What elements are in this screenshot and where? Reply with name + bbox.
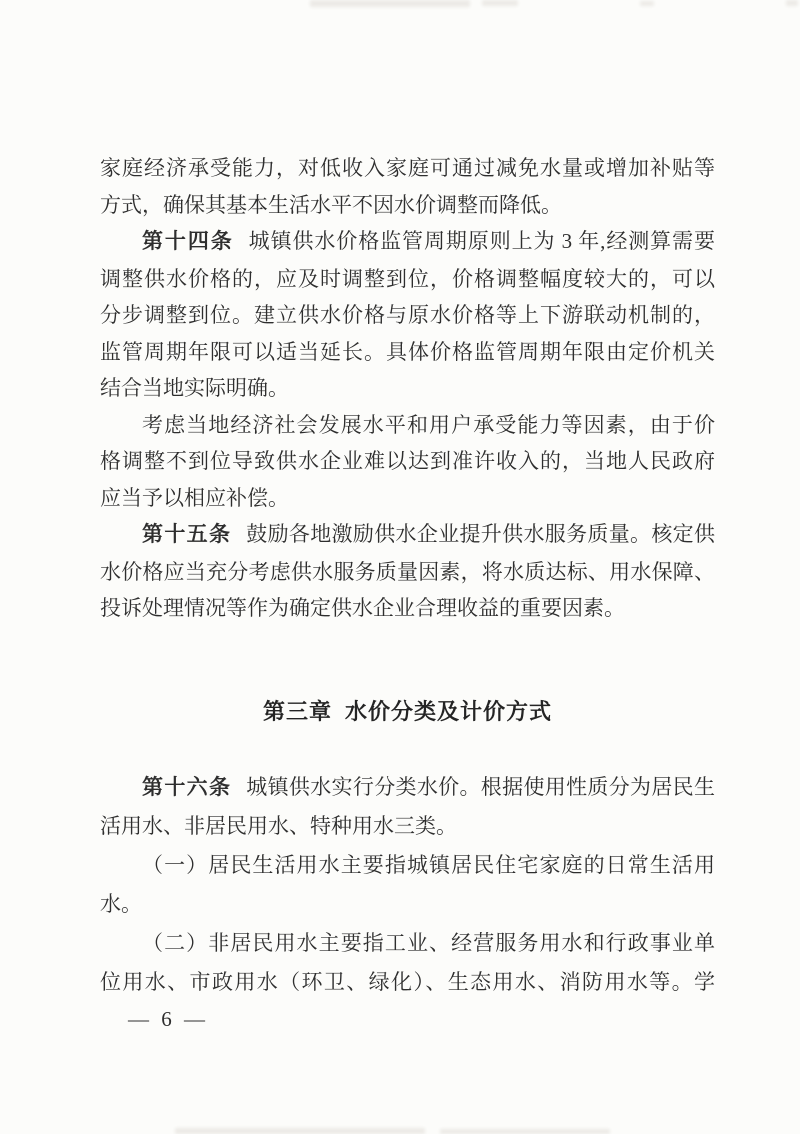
text-line [100,924,715,963]
text-segment: 方式，确保其基本生活水平不因水价调整而降低。 [100,192,562,217]
text-line [100,768,715,807]
text-segment: 监管周期年限可以适当延长。具体价格监管周期年限由定价机关 [100,339,715,364]
text-segment: （二）非居民用水主要指工业、经营服务用水和行政事业单 [142,930,715,955]
text-line [100,443,715,480]
chapter-heading: 第三章 水价分类及计价方式 [262,698,553,724]
paragraph [100,150,715,223]
text-line [100,807,715,846]
text-segment: 考虑当地经济社会发展水平和用户承受能力等因素，由于价 [142,412,715,437]
text-line [100,590,715,627]
text-segment: 分步调整到位。建立供水价格与原水价格等上下游联动机制的， [100,303,715,327]
article-number: 第十四条 [142,230,234,253]
text-segment: 位用水、市政用水（环卫、绿化）、生态用水、消防用水等。学 [100,969,715,994]
document-body [100,150,715,1002]
paragraph [100,768,715,846]
text-segment: 水。 [100,891,142,916]
scan-artifact [440,1129,610,1134]
scan-artifact [640,1,654,6]
article-number: 第十六条 [142,775,232,799]
text-line [100,370,715,407]
scan-artifact [310,0,470,7]
text-segment: 调整供水价格的，应及时调整到位，价格调整幅度较大的，可以 [100,266,715,291]
paragraph [100,407,715,517]
text-segment: 家庭经济承受能力，对低收入家庭可通过减免水量或增加补贴等 [100,156,715,180]
paragraph [100,924,715,1002]
text-line [100,885,715,924]
text-segment: 结合当地实际明确。 [100,376,289,400]
text-segment: 城镇供水实行分类水价。根据使用性质分为居民生 [246,774,715,799]
paragraph [100,223,715,407]
scan-artifact [175,1128,425,1134]
text-segment: 应当予以相应补偿。 [100,485,289,510]
text-segment: 鼓励各地激励供水企业提升供水服务质量。核定供 [246,522,715,546]
scan-artifact [482,0,518,6]
scan-artifact [786,0,798,6]
text-line [100,334,715,371]
text-line [100,554,715,591]
text-line [100,846,715,885]
text-line [100,407,715,444]
text-line [100,223,715,261]
text-segment: （一）居民生活用水主要指城镇居民住宅家庭的日常生活用 [142,852,715,877]
text-line [100,516,715,554]
page-number: — 6 — [128,1007,206,1031]
paragraph [100,846,715,924]
text-segment: 活用水、非居民用水、特种用水三类。 [100,813,457,838]
text-line [100,297,715,334]
text-segment: 城镇供水价格监管周期原则上为 3 年,经测算需要 [248,229,716,253]
text-line [100,963,715,1002]
article-number: 第十五条 [142,523,232,546]
text-line [100,150,715,187]
text-segment: 水价格应当充分考虑供水服务质量因素，将水质达标、用水保障、 [100,559,715,584]
text-segment: 投诉处理情况等作为确定供水企业合理收益的重要因素。 [100,596,625,620]
text-line [100,187,715,224]
text-segment: 格调整不到位导致供水企业难以达到准许收入的，当地人民政府 [100,449,715,473]
text-line [100,480,715,517]
text-line [100,261,715,298]
paragraph [100,516,715,627]
